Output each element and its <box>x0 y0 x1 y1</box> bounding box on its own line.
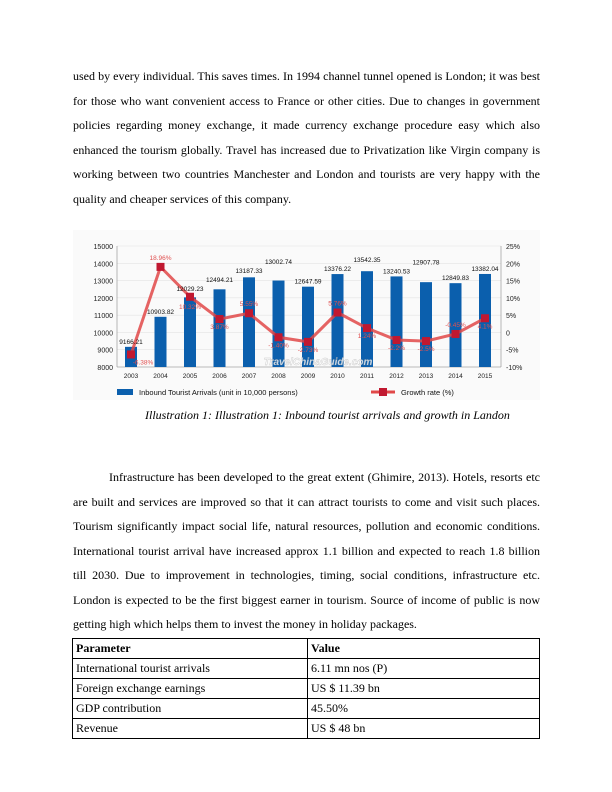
page-content <box>73 64 540 739</box>
tourism-chart <box>73 230 540 400</box>
y2-tick-label: -5% <box>506 347 519 355</box>
growth-label: 5.55% <box>239 301 259 309</box>
growth-label: -1.40% <box>268 342 289 350</box>
y-tick-label: 11000 <box>94 313 113 321</box>
header-parameter: Parameter <box>73 638 308 658</box>
legend-line-label: Growth rate (%) <box>401 388 454 397</box>
y-tick-label: 8000 <box>97 365 113 372</box>
growth-label: -2.2% <box>388 345 405 353</box>
bar-label: 12647.59 <box>294 278 322 286</box>
y2-tick-label: 5% <box>506 313 517 321</box>
x-tick-label: 2006 <box>212 373 227 380</box>
tourism-table <box>72 638 540 739</box>
bar <box>273 281 285 367</box>
watermark: TravelChinaGuide.com <box>263 357 373 368</box>
y-tick-label: 10000 <box>93 330 113 338</box>
bar-label: 13240.53 <box>382 268 411 276</box>
growth-point <box>452 330 460 338</box>
bar-label: 13376.22 <box>323 266 352 274</box>
growth-label: 5.76% <box>328 300 347 308</box>
x-tick-label: 2005 <box>182 373 198 380</box>
growth-point <box>304 338 312 346</box>
x-tick-label: 2004 <box>153 373 168 380</box>
y2-tick-label: 25% <box>506 244 521 251</box>
y-tick-label: 9000 <box>97 347 113 355</box>
x-tick-label: 2012 <box>389 373 404 380</box>
bar <box>302 287 314 367</box>
table-row <box>73 698 540 718</box>
growth-point <box>186 293 194 301</box>
paragraph-1: used by every individual. This saves times. In 1994 channel tunnel opened is London; it was best for those who want convenient access to France or other cities. Due to changes in government policies regarding money exchange, it made currency exchange procedure easy which also enhanced the tourism globally. Travel has increased due to Privatization like Virgin company is working between two countries Manchester and London and tourists are very happy with the quality and cheaper services of this company. <box>73 69 540 206</box>
x-tick-label: 2015 <box>477 373 493 380</box>
bar <box>361 271 373 367</box>
x-tick-label: 2014 <box>448 373 463 380</box>
x-tick-label: 2003 <box>123 373 139 380</box>
y-tick-label: 12000 <box>93 295 113 303</box>
growth-label: 1.24% <box>357 333 377 341</box>
x-tick-label: 2008 <box>271 373 286 380</box>
table-row <box>73 678 540 698</box>
cell: 6.11 mn nos (P) <box>308 658 540 678</box>
growth-label: -2.5% <box>417 346 435 354</box>
cell: Foreign exchange earnings <box>73 678 308 698</box>
cell: US $ 11.39 bn <box>308 678 540 698</box>
y2-tick-label: 10% <box>506 295 521 303</box>
bar-label: 13382.04 <box>471 265 499 273</box>
cell: International tourist arrivals <box>73 658 308 678</box>
paragraph-2: Infrastructure has been developed to the great extent (Ghimire, 2013). Hotels, resorts etc are built and services are improved so that it can attract tourists to come and visit such places. Tourism significantly impact social life, natural resources, pollution and economic conditions. International tourist arrival have increased approx 1.1 billion and expected to reach 1.8 billion till 2030. Due to improvement in technologies, timing, social conditions, infrastructure etc. London is expected to be the first biggest earner in tourism. Source of income of public is now getting high which helps them to invest the money in holiday packages. <box>73 470 540 631</box>
growth-point <box>481 314 489 322</box>
x-tick-label: 2011 <box>360 373 374 380</box>
cell: 45.50% <box>308 698 540 718</box>
legend-bar-swatch <box>117 389 133 395</box>
growth-label: 18.96% <box>149 254 172 262</box>
bar-label: 9166.21 <box>119 338 143 346</box>
growth-label: -6.38% <box>132 359 154 367</box>
y-tick-label: 14000 <box>93 261 113 269</box>
growth-label: 10.32% <box>178 303 202 311</box>
growth-point <box>393 336 401 344</box>
growth-point <box>334 309 342 317</box>
bar-label: 12029.23 <box>176 285 204 293</box>
y-tick-label: 15000 <box>93 244 113 251</box>
bar-label: 12849.83 <box>441 275 470 283</box>
y2-tick-label: 0 <box>506 330 510 338</box>
bar <box>420 282 432 367</box>
bar-label: 13002.74 <box>264 258 293 266</box>
growth-point <box>363 324 371 332</box>
growth-label: 3.87% <box>210 324 229 332</box>
growth-label: -0.45% <box>445 321 466 329</box>
bar <box>243 277 255 367</box>
x-tick-label: 2013 <box>418 373 434 380</box>
growth-label: 4.1% <box>477 323 493 331</box>
growth-label: -2.73% <box>297 346 319 354</box>
cell: Revenue <box>73 718 308 738</box>
x-tick-label: 2007 <box>241 373 257 380</box>
growth-point <box>275 333 283 341</box>
x-tick-label: 2009 <box>300 373 316 380</box>
bar-label: 13187.33 <box>235 267 263 275</box>
table-row <box>73 718 540 738</box>
bar <box>155 317 167 367</box>
bar <box>391 276 403 367</box>
bar-label: 13542.35 <box>353 257 381 265</box>
legend-line-marker <box>379 388 387 396</box>
bar-label: 10903.82 <box>146 308 175 316</box>
y-tick-label: 13000 <box>93 278 113 286</box>
bar <box>332 274 344 367</box>
y2-tick-label: 15% <box>506 278 521 286</box>
growth-point <box>422 337 430 345</box>
cell: GDP contribution <box>73 698 308 718</box>
y2-tick-label: 20% <box>506 261 521 269</box>
growth-point <box>157 263 165 271</box>
bar-label: 12907.78 <box>412 259 440 267</box>
bar-label: 12494.21 <box>205 276 234 284</box>
y2-tick-label: -10% <box>506 365 523 372</box>
figure-caption: Illustration 1: Illustration 1: Inbound tourist arrivals and growth in Landon <box>145 408 510 422</box>
growth-point <box>216 315 224 323</box>
header-value: Value <box>308 638 540 658</box>
table-row <box>73 658 540 678</box>
legend-bar-label: Inbound Tourist Arrivals (unit in 10,000 persons) <box>139 388 298 397</box>
growth-point <box>245 309 253 317</box>
table-header-row <box>73 638 540 658</box>
x-tick-label: 2010 <box>330 373 345 380</box>
growth-point <box>127 350 135 358</box>
cell: US $ 48 bn <box>308 718 540 738</box>
